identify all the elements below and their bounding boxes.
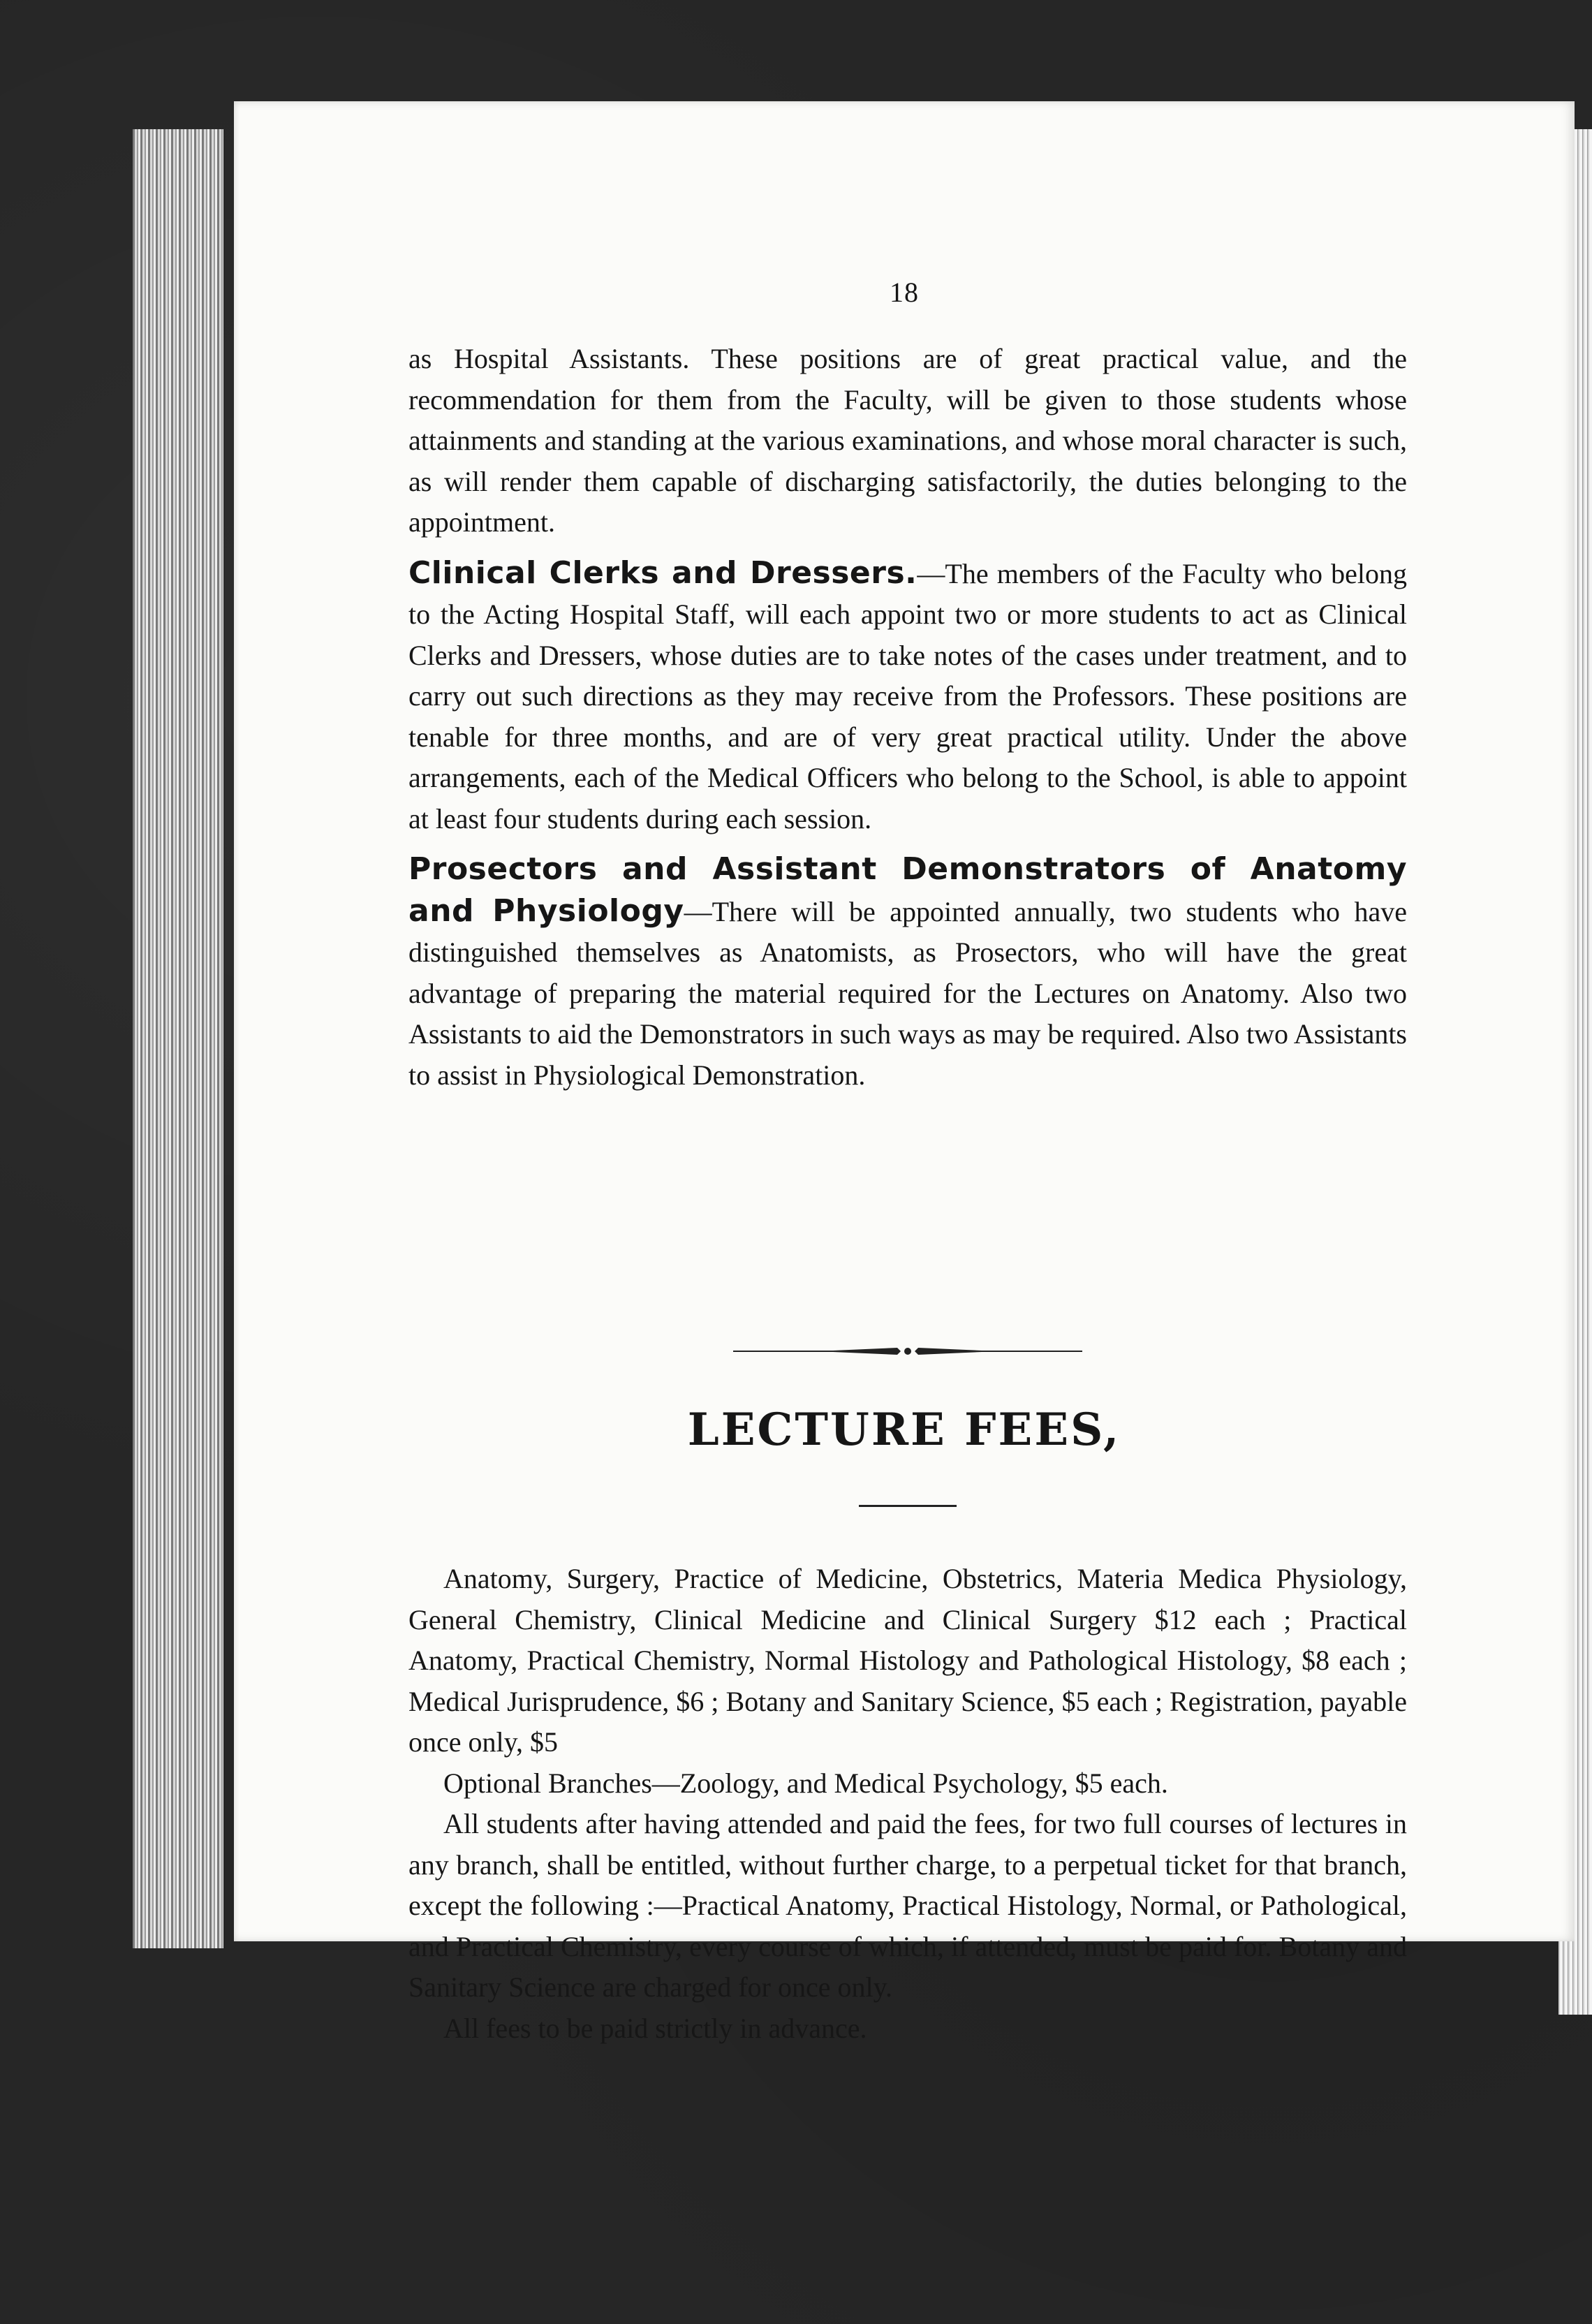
heading-rule xyxy=(859,1505,957,1507)
run-in-heading: Prosectors and Assistant Demonstrators of Anatomy and Physiology xyxy=(408,851,1407,929)
fees-paragraph: All students after having attended and paid the fees, for two full courses of lectures in any branch, shall be entitled, without further charge, to a perpetual ticket for that branch, except the following :—Practical Anatomy, Practical Histology, Normal, or Pathological, and Practical Chemistry, every course of which, if attended, must be paid for. Botany and Sanitary Science are charged for once only. xyxy=(408,1808,1407,2003)
paragraph-hospital-assistants xyxy=(408,339,1407,543)
body-text xyxy=(408,339,1407,1096)
section-heading: LECTURE FEES, xyxy=(687,1404,1121,1456)
paragraph-text: as Hospital Assistants. These positions are of great practical value, and the recommendation for them from the Faculty, will be given to those students whose attainments and standing at the various examinations, and whose moral character is such, as will render them capable of discharging satisfactorily, the duties belonging to the appointment. xyxy=(408,343,1407,538)
fees-paragraph: Optional Branches—Zoology, and Medical Psychology, $5 each. xyxy=(443,1767,1168,1799)
paragraph-text: —The members of the Faculty who belong to the Acting Hospital Staff, will each appoint two or more students to act as Clinical Clerks and Dressers, whose duties are to take notes of the cases under treatment, and to carry out such directions as they may receive from the Professors. These positions are tenable for three months, and are of very great practical utility. Under the above arrangements, each of the Medical Officers who belong to the School, is able to appoint at least four students during each session. xyxy=(408,557,1408,834)
book-page xyxy=(234,101,1575,2044)
lecture-fees-text xyxy=(408,1559,1407,2049)
paragraph-clinical-clerks xyxy=(408,553,1407,840)
page-number: 18 xyxy=(890,277,919,308)
fees-paragraph: All fees to be paid strictly in advance. xyxy=(443,2012,867,2044)
paragraph-text: —There will be appointed annually, two students who have distinguished themselves as Anatomists, as Prosectors, who will have the great advantage of preparing the material required for the Lectures on Anatomy. Also two Assistants to aid the Demonstrators in such ways as may be required. Also two Assistants to assist in Physiological Demonstration. xyxy=(408,895,1408,1091)
ornamental-divider xyxy=(733,1341,1082,1362)
fees-paragraph: Anatomy, Surgery, Practice of Medicine, Obstetrics, Materia Medica Physiology, General Chemistry, Clinical Medicine and Clinical Surgery $12 each ; Practical Anatomy, Practical Chemistry, Normal Histology and Pathological Histology, $8 each ; Medical Jurisprudence, $6 ; Botany and Sanitary Science, $5 each ; Registration, payable once only, $5 xyxy=(408,1563,1407,1758)
book-page-edges xyxy=(133,129,223,1948)
run-in-heading: Clinical Clerks and Dressers. xyxy=(408,554,917,591)
paragraph-prosectors xyxy=(408,849,1407,1096)
